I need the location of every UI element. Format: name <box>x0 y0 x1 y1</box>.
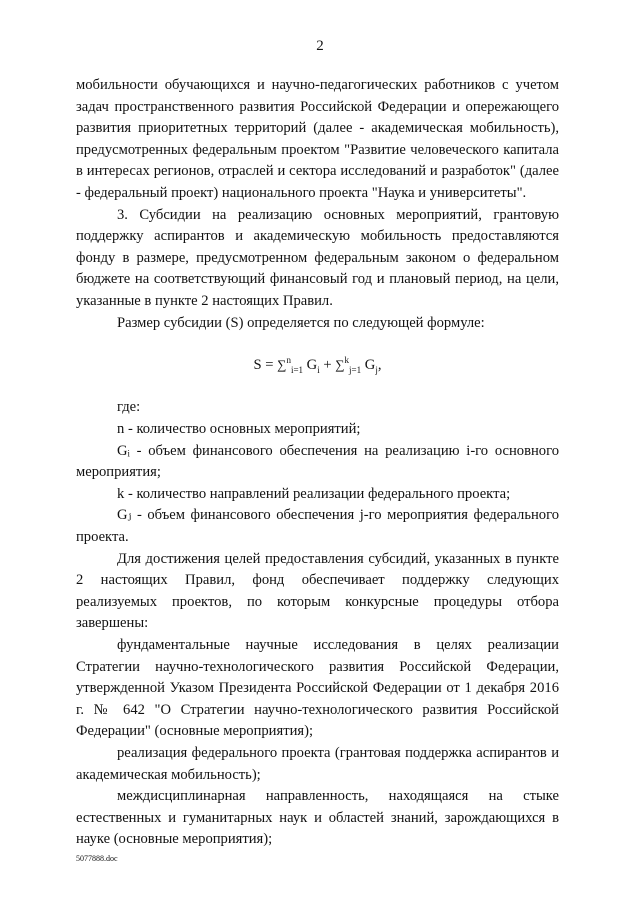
sum-lower-limit: j=1 <box>349 364 362 375</box>
paragraph-group-bottom <box>76 397 559 850</box>
formula-term-subscript: j <box>375 364 378 375</box>
formula-end: , <box>377 356 382 373</box>
formula-term: G <box>361 356 376 373</box>
subsidy-formula <box>76 350 559 381</box>
formula-term: G <box>303 356 318 373</box>
sum-symbol: ∑ <box>335 356 345 372</box>
paragraph: n - количество основных мероприятий; <box>117 421 361 438</box>
formula-term-subscript: i <box>317 364 320 375</box>
paragraph: Gⱼ - объем финансового обеспечения j-го мероприятия федерального проекта. <box>76 507 559 546</box>
page-number: 2 <box>316 38 324 54</box>
paragraph: где: <box>117 399 141 416</box>
formula-lhs: S = <box>253 356 278 373</box>
paragraph: междисциплинарная направленность, находящаяся на стыке естественных и гуманитарных наук и областей знаний, зарождающихся в науке (основные мероприятия); <box>76 788 559 848</box>
paragraph: 3. Субсидии на реализацию основных мероприятий, грантовую поддержку аспирантов и академическую мобильность предоставляются фонду в размере, предусмотренном федеральным законом о федеральном бюджете на соответствующий финансовый год и плановый период, на цели, указанные в пункте 2 настоящих Правил. <box>76 206 559 309</box>
sum-upper-limit: k <box>344 355 350 366</box>
footer-filename: 5077888.doc <box>76 854 118 863</box>
paragraph: Gᵢ - объем финансового обеспечения на реализацию i-го основного мероприятия; <box>76 442 559 481</box>
sum-lower-limit: i=1 <box>290 364 304 375</box>
sum-symbol: ∑ <box>277 356 287 372</box>
paragraph: k - количество направлений реализации федерального проекта; <box>117 485 511 502</box>
sum-upper-limit: n <box>286 355 291 366</box>
paragraph-group-top <box>76 75 559 334</box>
document-body <box>76 75 559 851</box>
paragraph: мобильности обучающихся и научно-педагогических работников с учетом задач пространственного развития Российской Федерации и опережающего развития приоритетных территорий (далее - академическая мобильность), предусмотренных федеральным проектом "Развитие человеческого капитала в интересах регионов, отраслей и сектора исследований и разработок" (далее - федеральный проект) национального проекта "Наука и университеты". <box>76 77 559 201</box>
paragraph: Размер субсидии (S) определяется по следующей формуле: <box>117 314 485 331</box>
paragraph: фундаментальные научные исследования в целях реализации Стратегии научно-технологического развития Российской Федерации, утвержденной Указом Президента Российской Федерации от 1 декабря 2016 г. № 642 "О Стратегии научно-технологического развития Российской Федерации" (основные мероприятия); <box>76 637 559 740</box>
formula-plus: + <box>319 356 336 373</box>
paragraph: Для достижения целей предоставления субсидий, указанных в пункте 2 настоящих Правил, фонд обеспечивает поддержку следующих реализуемых проектов, по которым конкурсные процедуры отбора завершены: <box>76 550 559 632</box>
paragraph: реализация федерального проекта (грантовая поддержка аспирантов и академическая мобильность); <box>76 744 559 783</box>
